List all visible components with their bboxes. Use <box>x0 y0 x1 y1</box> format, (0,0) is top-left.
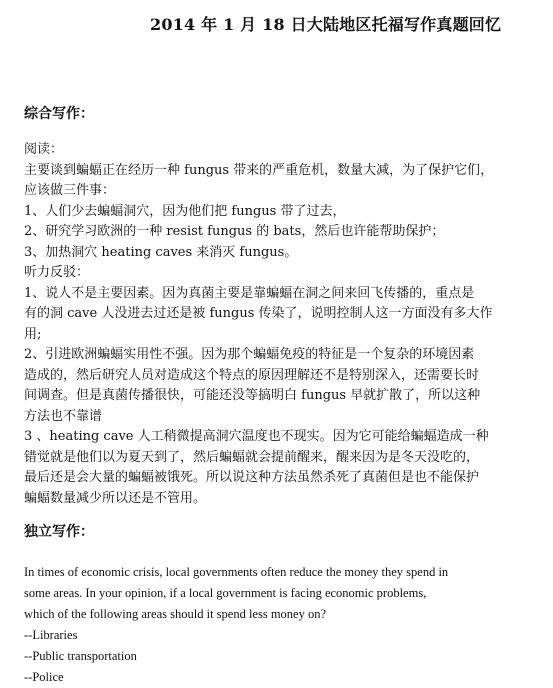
independent-writing-body <box>24 562 532 688</box>
independent-writing-heading: 独立写作： <box>24 524 94 540</box>
listening-point-line: 蝙蝠数量减少所以还是不管用。 <box>24 490 207 506</box>
listening-point-line: 错觉就是他们以为夏天到了，然后蝙蝠就会提前醒来，醒来因为是冬天没吃的， <box>24 449 480 465</box>
listening-point-line: 用; <box>24 326 42 342</box>
listening-point-line: 造成的，然后研究人员对造成这个特点的原因理解还不是特别深入，还需要长时 <box>24 367 480 383</box>
listening-point-line: 有的洞 cave 人没进去过还是被 fungus 传染了，说明控制人这一方面没有多大作 <box>24 306 493 321</box>
integrated-writing-body <box>24 140 532 509</box>
reading-intro-line: 主要谈到蝙蝠正在经历一种 fungus 带来的严重危机，数量大减，为了保护它们， <box>24 162 494 178</box>
option-item: --Police <box>24 670 64 684</box>
listening-point-line: 3 、heating cave 人工稍微提高洞穴温度也不现实。因为它可能给蝙蝠造成一种 <box>24 429 489 444</box>
reading-point: 3、加热洞穴 heating caves 来消灭 fungus。 <box>24 244 298 260</box>
option-item: --Libraries <box>24 628 78 642</box>
listening-label: 听力反驳： <box>24 265 90 280</box>
reading-intro-line: 应该做三件事： <box>24 183 116 198</box>
prompt-line: In times of economic crisis, local governments often reduce the money they spend in <box>24 565 449 579</box>
integrated-writing-heading: 综合写作： <box>24 106 94 122</box>
listening-point-line: 间调查。但是真菌传播很快，可能还没等搞明白 fungus 早就扩散了，所以这种 <box>24 388 481 403</box>
listening-point-line: 2、引进欧洲蝙蝠实用性不强。因为那个蝙蝠免疫的特征是一个复杂的环境因素 <box>24 347 475 362</box>
prompt-line: which of the following areas should it spend less money on? <box>24 607 327 621</box>
reading-label: 阅读： <box>24 142 64 157</box>
reading-point: 1、人们少去蝙蝠洞穴，因为他们把 fungus 带了过去， <box>24 203 346 219</box>
option-item: --Public transportation <box>24 649 137 663</box>
page-title: 2014 年 1 月 18 日大陆地区托福写作真题回忆 <box>150 15 502 34</box>
prompt-line: some areas. In your opinion, if a local government is facing economic problems, <box>24 586 427 600</box>
listening-point-line: 最后还是会大量的蝙蝠被饿死。所以说这种方法虽然杀死了真菌但是也不能保护 <box>24 470 480 485</box>
listening-point-line: 方法也不靠谱 <box>24 408 103 424</box>
reading-point: 2、研究学习欧洲的一种 resist fungus 的 bats，然后也许能帮助保护； <box>24 224 445 239</box>
listening-point-line: 1、说人不是主要因素。因为真菌主要是靠蝙蝠在洞之间来回飞传播的，重点是 <box>24 285 475 301</box>
